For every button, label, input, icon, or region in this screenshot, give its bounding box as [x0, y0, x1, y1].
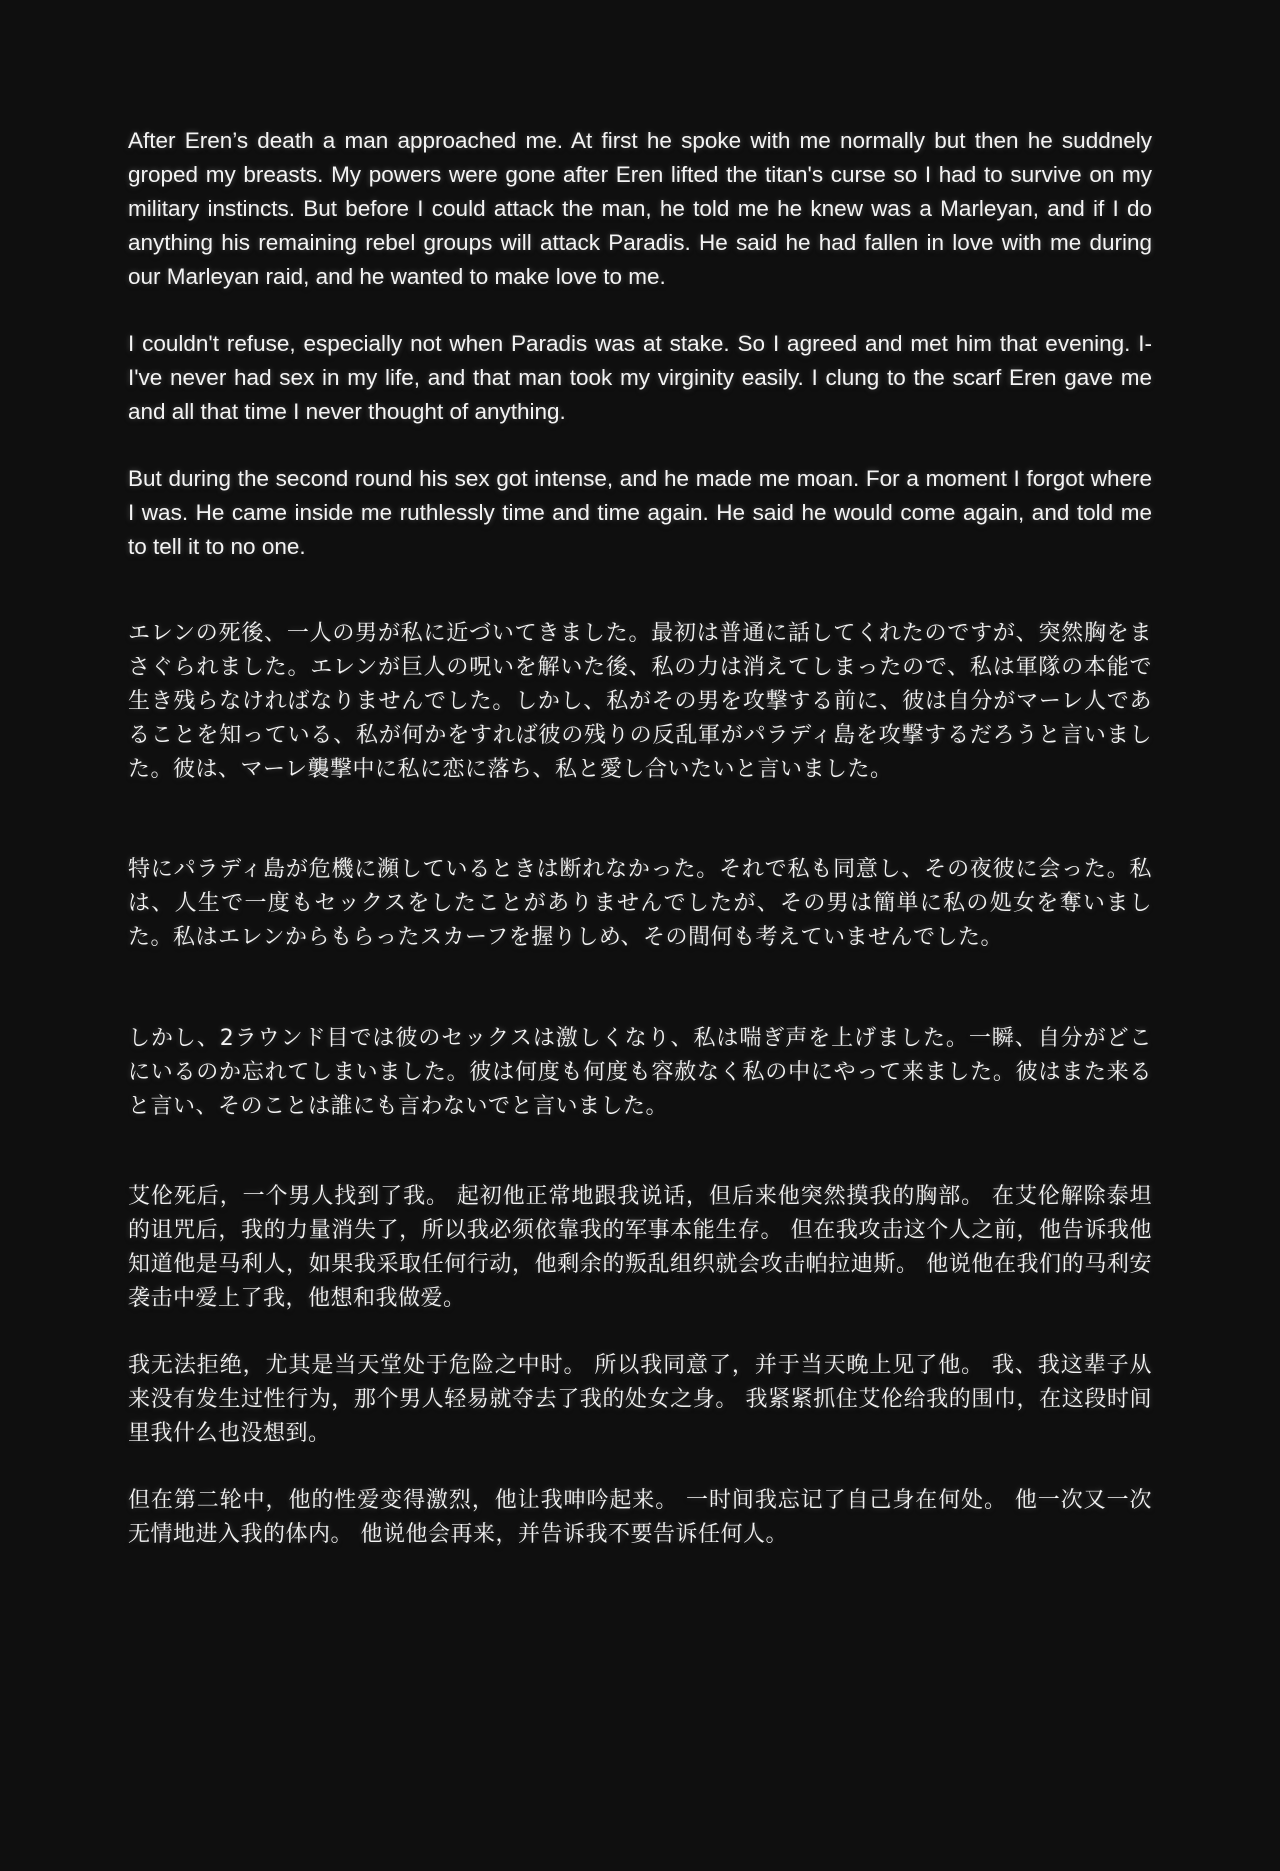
english-paragraph-3: But during the second round his sex got intense, and he made me moan. For a moment I forgot where I was. He came inside me ruthlessly time and time again. He said he would come again, and told me to tell it to no one. [128, 466, 1152, 559]
english-paragraph-1: After Eren’s death a man approached me. At first he spoke with me normally but then he suddnely groped my breasts. My powers were gone after Eren lifted the titan's curse so I had to survive on my military instincts. But before I could attack the man, he told me he knew was a Marleyan, and if I do anything his remaining rebel groups will attack Paradis. He said he had fallen in love with me during our Marleyan raid, and he wanted to make love to me. [128, 128, 1152, 289]
japanese-paragraph-3: しかし、2ラウンド目では彼のセックスは激しくなり、私は喘ぎ声を上げました。一瞬、自分がどこにいるのか忘れてしまいました。彼は何度も何度も容赦なく私の中にやって来ました。彼はまた来ると言い、そのことは誰にも言わないでと言いました。 [128, 1026, 1152, 1119]
chinese-paragraph-1: 艾伦死后，一个男人找到了我。 起初他正常地跟我说话，但后来他突然摸我的胸部。 在艾伦解除泰坦的诅咒后，我的力量消失了，所以我必须依靠我的军事本能生存。 但在我攻击这个人之前，他告诉我他知道他是马利人，如果我采取任何行动，他剩余的叛乱组织就会攻击帕拉迪斯。 他说他在我们的马利安袭击中爱上了我，他想和我做爱。 [128, 1184, 1152, 1311]
chinese-paragraph-2: 我无法拒绝，尤其是当天堂处于危险之中时。 所以我同意了，并于当天晚上见了他。 我、我这辈子从来没有发生过性行为，那个男人轻易就夺去了我的处女之身。 我紧紧抓住艾伦给我的围巾，在这段时间里我什么也没想到。 [128, 1353, 1152, 1446]
japanese-paragraph-1: エレンの死後、一人の男が私に近づいてきました。最初は普通に話してくれたのですが、突然胸をまさぐられました。エレンが巨人の呪いを解いた後、私の力は消えてしまったので、私は軍隊の本能で生き残らなければなりませんでした。しかし、私がその男を攻撃する前に、彼は自分がマーレ人であることを知っている、私が何かをすれば彼の残りの反乱軍がパラディ島を攻撃するだろうと言いました。彼は、マーレ襲撃中に私に恋に落ち、私と愛し合いたいと言いました。 [128, 621, 1152, 782]
chinese-paragraph-3: 但在第二轮中，他的性爱变得激烈，他让我呻吟起来。 一时间我忘记了自己身在何处。 他一次又一次无情地进入我的体内。 他说他会再来，并告诉我不要告诉任何人。 [128, 1488, 1152, 1547]
english-paragraph-2: I couldn't refuse, especially not when Paradis was at stake. So I agreed and met him that evening. I-I've never had sex in my life, and that man took my virginity easily. I clung to the scarf Eren gave me and all that time I never thought of anything. [128, 331, 1152, 424]
japanese-paragraph-2: 特にパラディ島が危機に瀕しているときは断れなかった。それで私も同意し、その夜彼に会った。私は、人生で一度もセックスをしたことがありませんでしたが、その男は簡単に私の処女を奪いました。私はエレンからもらったスカーフを握りしめ、その間何も考えていませんでした。 [128, 857, 1152, 950]
